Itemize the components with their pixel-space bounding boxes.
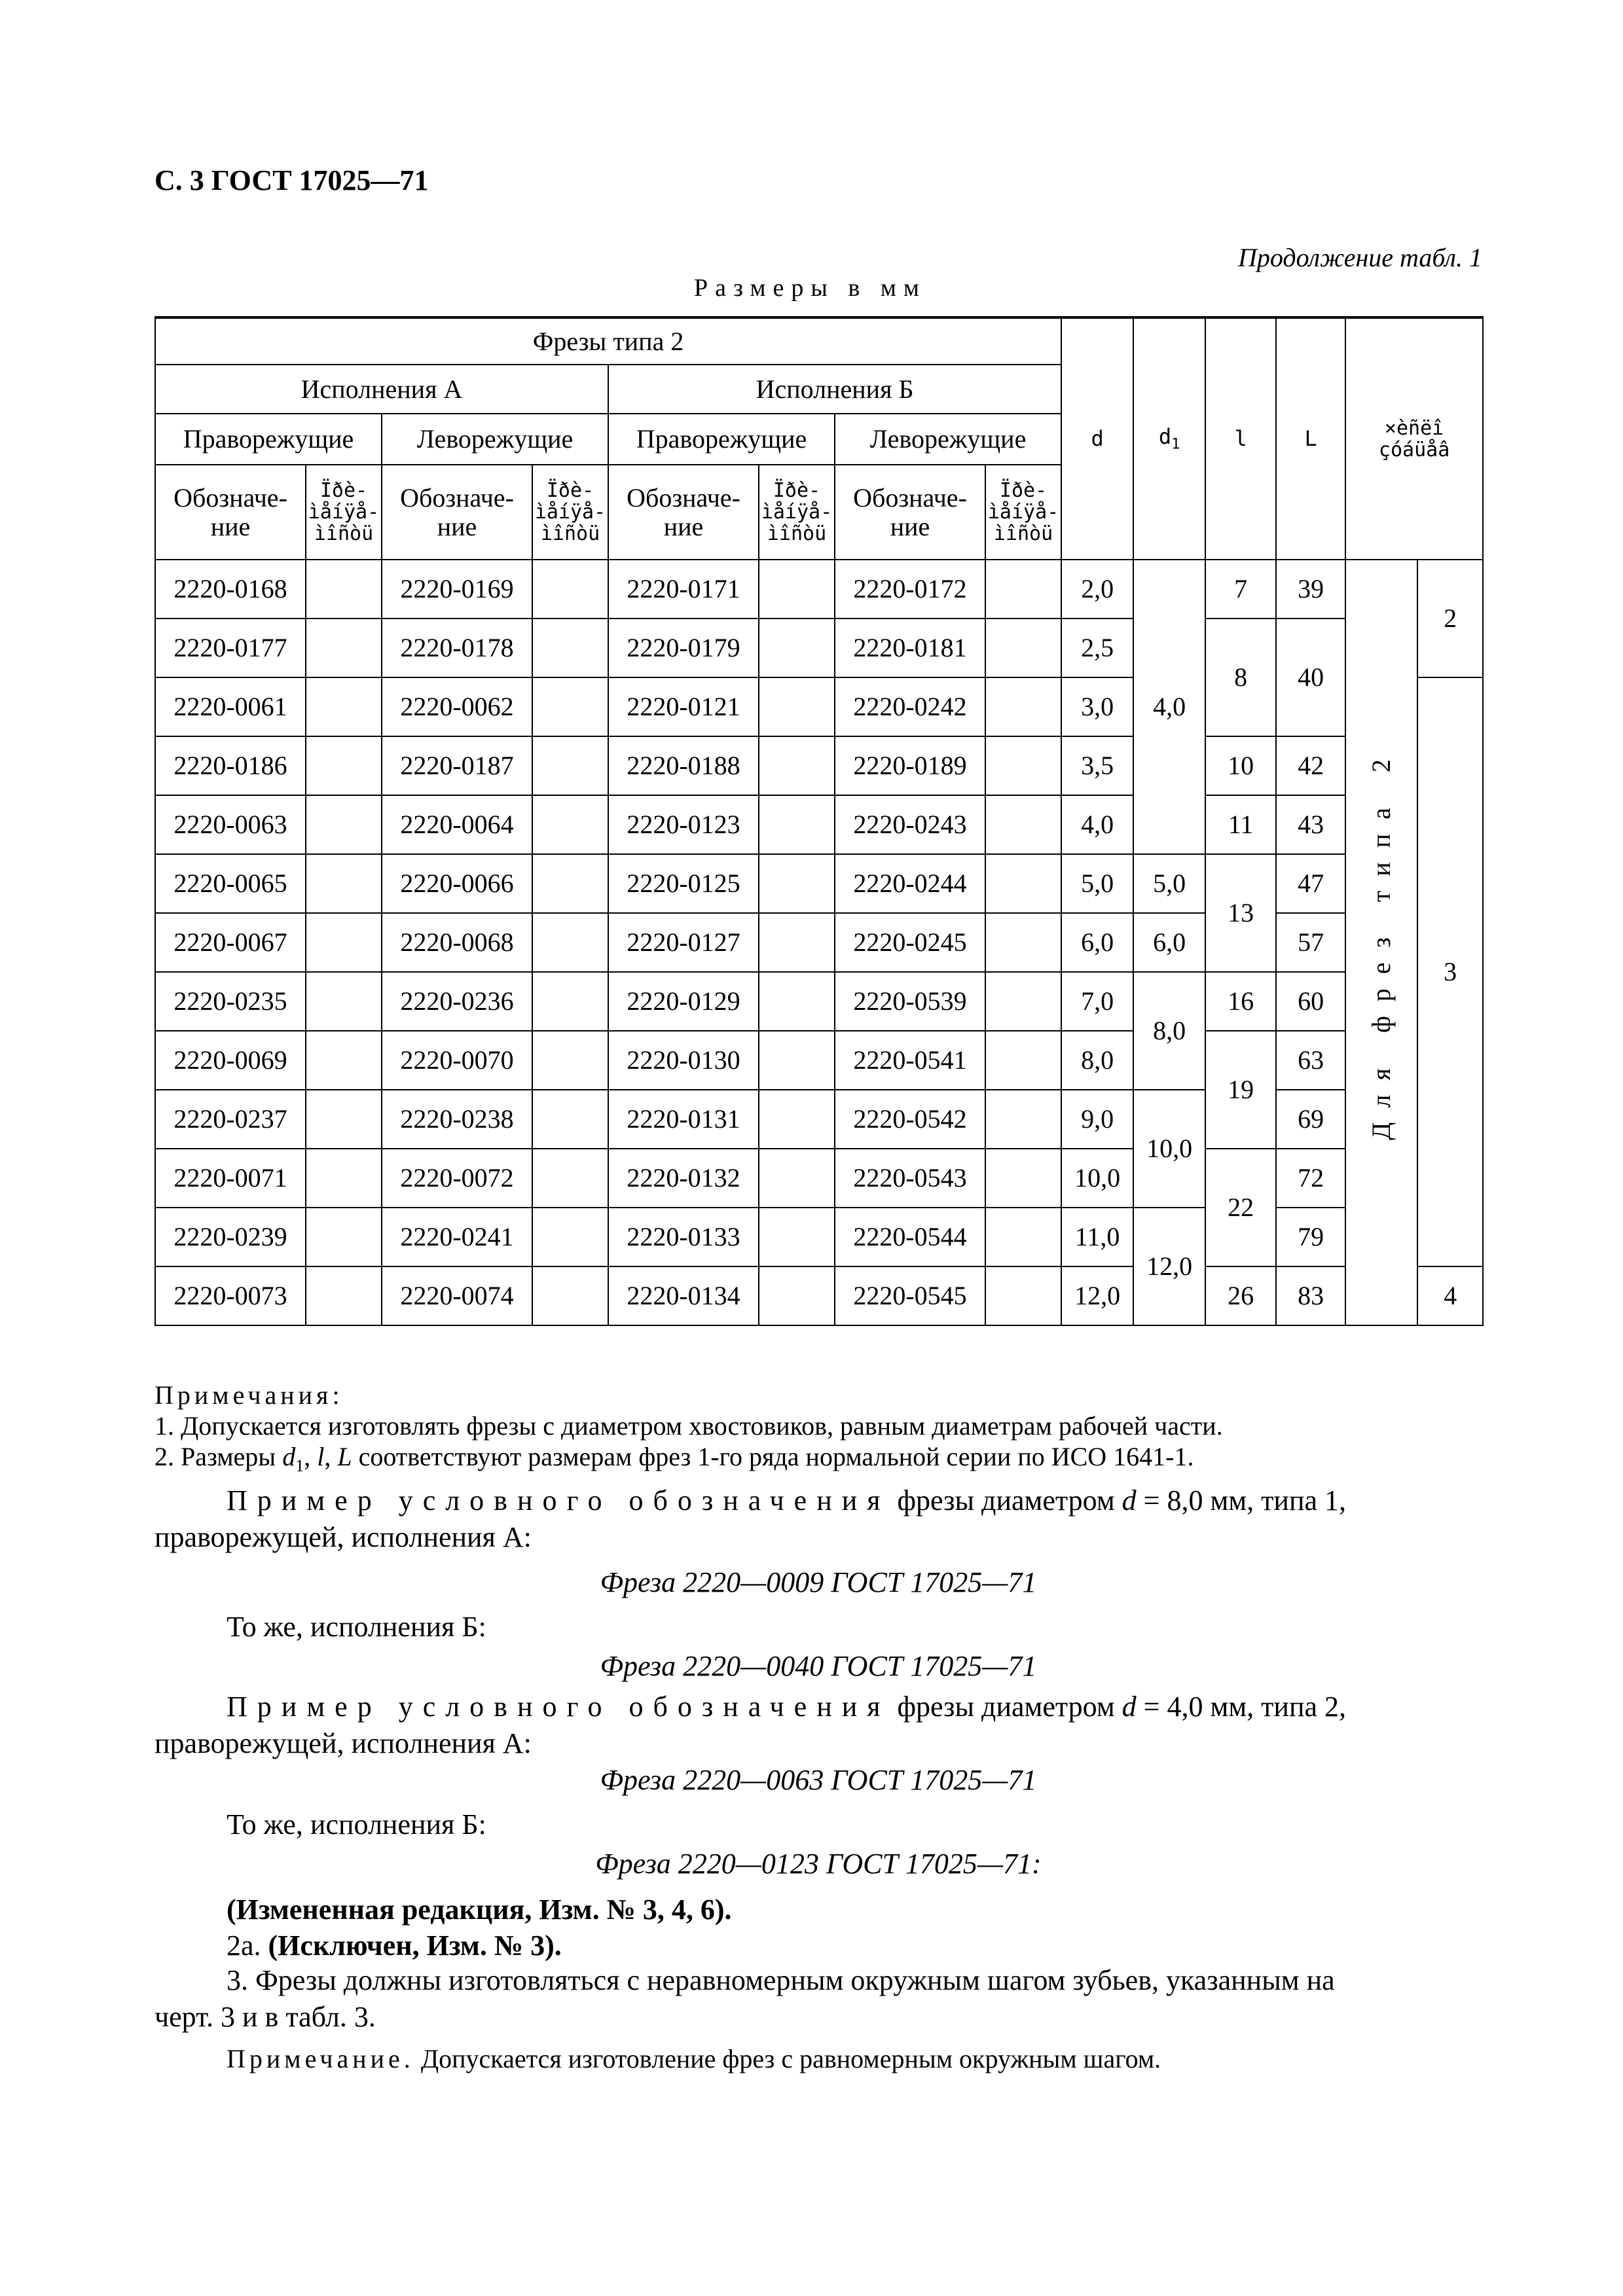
designation-cell: 2220-0133 [608, 1208, 759, 1266]
designation-header: Обозначе- ние [155, 465, 306, 560]
designation-cell: 2220-0178 [382, 619, 532, 677]
applicability-header: Ïðè- ìåíÿå- ìîñòü [306, 465, 382, 560]
exec-a-header: Исполнения А [155, 365, 608, 414]
L-cell: 39 [1276, 560, 1345, 619]
l-cell: 26 [1205, 1266, 1276, 1325]
designation-cell: 2220-0068 [382, 913, 532, 972]
l-cell: 8 [1205, 619, 1276, 736]
designation-cell: 2220-0188 [608, 736, 759, 795]
designation-cell: 2220-0236 [382, 972, 532, 1031]
designation-cell: 2220-0134 [608, 1266, 759, 1325]
group-title: Фрезы типа 2 [155, 317, 1061, 365]
L-cell: 83 [1276, 1266, 1345, 1325]
item-3: 3. Фрезы должны изготовляться с неравномерным окружным шагом зубьев, указанным на черт. 3 и в табл. 3. [155, 1964, 1335, 2033]
col-d1-header: $d_1$ [1133, 317, 1205, 560]
designation-cell: 2220-0123 [608, 795, 759, 854]
table-row [155, 972, 1483, 1031]
table-row [155, 1090, 1483, 1149]
designation-cell: 2220-0172 [835, 560, 985, 619]
d-cell: 3,5 [1061, 736, 1133, 795]
dimensions-caption: Размеры в мм [694, 274, 926, 302]
designation-cell: 2220-0242 [835, 677, 985, 736]
d-cell: 9,0 [1061, 1090, 1133, 1149]
table-continuation-label: Продолжение табл. 1 [1237, 243, 1482, 272]
final-note: Примечание. Допускается изготовление фрез с равномерным окружным шагом. [227, 2044, 1161, 2073]
revision-note: (Измененная редакция, Изм. № 3, 4, 6). [227, 1893, 732, 1926]
applicability-header: Ïðè- ìåíÿå- ìîñòü [532, 465, 608, 560]
L-cell: 60 [1276, 972, 1345, 1031]
designation-header: Обозначе- ние [382, 465, 532, 560]
notes-block [155, 1380, 1482, 1476]
table-row [155, 560, 1483, 619]
l-cell: 19 [1205, 1031, 1276, 1149]
designation-cell: 2220-0241 [382, 1208, 532, 1266]
d-cell: 12,0 [1061, 1266, 1133, 1325]
example-1-code: Фреза 2220—0009 ГОСТ 17025—71 [600, 1566, 1037, 1598]
table-row [155, 1266, 1483, 1325]
L-cell: 79 [1276, 1208, 1345, 1266]
l-cell: 7 [1205, 560, 1276, 619]
designation-cell: 2220-0544 [835, 1208, 985, 1266]
designation-cell: 2220-0177 [155, 619, 306, 677]
L-cell: 72 [1276, 1149, 1345, 1208]
L-cell: 69 [1276, 1090, 1345, 1149]
designation-cell: 2220-0545 [835, 1266, 985, 1325]
designation-cell: 2220-0073 [155, 1266, 306, 1325]
teeth-cell: 2 [1417, 560, 1483, 677]
l-cell: 13 [1205, 854, 1276, 972]
b-left-cut-header: Леворежущие [835, 414, 1061, 465]
designation-cell: 2220-0069 [155, 1031, 306, 1090]
d-cell: 3,0 [1061, 677, 1133, 736]
L-cell: 57 [1276, 913, 1345, 972]
l-cell: 22 [1205, 1149, 1276, 1266]
designation-cell: 2220-0542 [835, 1090, 985, 1149]
col-L-header: L [1276, 317, 1345, 560]
designation-cell: 2220-0132 [608, 1149, 759, 1208]
designation-cell: 2220-0070 [382, 1031, 532, 1090]
item-2a: 2а. (Исключен, Изм. № 3). [227, 1929, 562, 1962]
designation-header: Обозначе- ние [835, 465, 985, 560]
applicability-header: Ïðè- ìåíÿå- ìîñòü [985, 465, 1061, 560]
same-exec-b-1: То же, исполнения Б: [227, 1611, 486, 1643]
d1-cell: 4,0 [1133, 560, 1205, 854]
designation-cell: 2220-0072 [382, 1149, 532, 1208]
designation-cell: 2220-0244 [835, 854, 985, 913]
d1-cell: 8,0 [1133, 972, 1205, 1090]
designation-cell: 2220-0171 [608, 560, 759, 619]
designation-cell: 2220-0064 [382, 795, 532, 854]
b-right-cut-header: Праворежущие [608, 414, 835, 465]
designation-cell: 2220-0131 [608, 1090, 759, 1149]
designation-cell: 2220-0066 [382, 854, 532, 913]
cutter-dimensions-table [155, 316, 1484, 1326]
applicability-header: Ïðè- ìåíÿå- ìîñòü [759, 465, 835, 560]
a-right-cut-header: Праворежущие [155, 414, 382, 465]
note-2: 2. Размеры $d_1$, l, L соответствуют размерам фрез 1-го ряда нормальной серии по ИСО 1641-1. [155, 1442, 1194, 1475]
designation-header: Обозначе- ние [608, 465, 759, 560]
example-1: Пример условного обозначения фрезы диаметром d = 8,0 мм, типа 1, праворежущей, исполнения А: [155, 1484, 1347, 1553]
example-2b-code: Фреза 2220—0123 ГОСТ 17025—71: [595, 1848, 1042, 1880]
exec-b-header: Исполнения Б [608, 365, 1061, 414]
table-row [155, 854, 1483, 913]
designation-cell: 2220-0541 [835, 1031, 985, 1090]
designation-cell: 2220-0239 [155, 1208, 306, 1266]
L-cell: 63 [1276, 1031, 1345, 1090]
table-row [155, 1031, 1483, 1090]
col-l-header: l [1205, 317, 1276, 560]
designation-cell: 2220-0065 [155, 854, 306, 913]
table-row [155, 1208, 1483, 1266]
designation-cell: 2220-0061 [155, 677, 306, 736]
L-cell: 40 [1276, 619, 1345, 736]
designation-cell: 2220-0062 [382, 677, 532, 736]
teeth-count-header: ×èñëî çóáüåâ [1345, 317, 1483, 560]
notes-title: Примечания: [155, 1380, 344, 1410]
L-cell: 47 [1276, 854, 1345, 913]
d-cell: 5,0 [1061, 854, 1133, 913]
designation-cell: 2220-0074 [382, 1266, 532, 1325]
d-cell: 6,0 [1061, 913, 1133, 972]
designation-cell: 2220-0125 [608, 854, 759, 913]
side-label: Для фрез типа 2 [1366, 745, 1396, 1140]
d-cell: 8,0 [1061, 1031, 1133, 1090]
designation-cell: 2220-0245 [835, 913, 985, 972]
table-row [155, 795, 1483, 854]
designation-cell: 2220-0129 [608, 972, 759, 1031]
col-d-header: d [1061, 317, 1133, 560]
designation-cell: 2220-0181 [835, 619, 985, 677]
designation-cell: 2220-0238 [382, 1090, 532, 1149]
table-row [155, 736, 1483, 795]
designation-cell: 2220-0121 [608, 677, 759, 736]
example-1b-code: Фреза 2220—0040 ГОСТ 17025—71 [600, 1650, 1037, 1682]
designation-cell: 2220-0187 [382, 736, 532, 795]
d1-cell: 10,0 [1133, 1090, 1205, 1208]
l-cell: 16 [1205, 972, 1276, 1031]
designation-cell: 2220-0169 [382, 560, 532, 619]
d1-cell: 12,0 [1133, 1208, 1205, 1325]
designation-cell: 2220-0071 [155, 1149, 306, 1208]
designation-cell: 2220-0243 [835, 795, 985, 854]
d-cell: 2,5 [1061, 619, 1133, 677]
designation-cell: 2220-0543 [835, 1149, 985, 1208]
table-row [155, 1149, 1483, 1208]
d-cell: 7,0 [1061, 972, 1133, 1031]
designation-cell: 2220-0179 [608, 619, 759, 677]
d-cell: 2,0 [1061, 560, 1133, 619]
designation-cell: 2220-0189 [835, 736, 985, 795]
designation-cell: 2220-0130 [608, 1031, 759, 1090]
same-exec-b-2: То же, исполнения Б: [227, 1808, 486, 1840]
d-cell: 4,0 [1061, 795, 1133, 854]
a-left-cut-header: Леворежущие [382, 414, 608, 465]
d1-cell: 6,0 [1133, 913, 1205, 972]
d-cell: 10,0 [1061, 1149, 1133, 1208]
example-2-code: Фреза 2220—0063 ГОСТ 17025—71 [600, 1764, 1037, 1796]
designation-cell: 2220-0186 [155, 736, 306, 795]
teeth-cell: 4 [1417, 1266, 1483, 1325]
L-cell: 43 [1276, 795, 1345, 854]
designation-cell: 2220-0063 [155, 795, 306, 854]
d1-cell: 5,0 [1133, 854, 1205, 913]
page-title: С. 3 ГОСТ 17025—71 [155, 164, 429, 196]
side-label-cell [1345, 560, 1417, 1325]
designation-cell: 2220-0168 [155, 560, 306, 619]
teeth-cell: 3 [1417, 677, 1483, 1266]
table-row [155, 913, 1483, 972]
designation-cell: 2220-0539 [835, 972, 985, 1031]
note-1: 1. Допускается изготовлять фрезы с диаметром хвостовиков, равным диаметрам рабочей части. [155, 1411, 1223, 1441]
designation-cell: 2220-0067 [155, 913, 306, 972]
d-cell: 11,0 [1061, 1208, 1133, 1266]
example-2: Пример условного обозначения фрезы диаметром d = 4,0 мм, типа 2, праворежущей, исполнения А: [155, 1691, 1347, 1759]
designation-cell: 2220-0235 [155, 972, 306, 1031]
l-cell: 11 [1205, 795, 1276, 854]
l-cell: 10 [1205, 736, 1276, 795]
table-row [155, 619, 1483, 677]
designation-cell: 2220-0127 [608, 913, 759, 972]
designation-cell: 2220-0237 [155, 1090, 306, 1149]
L-cell: 42 [1276, 736, 1345, 795]
